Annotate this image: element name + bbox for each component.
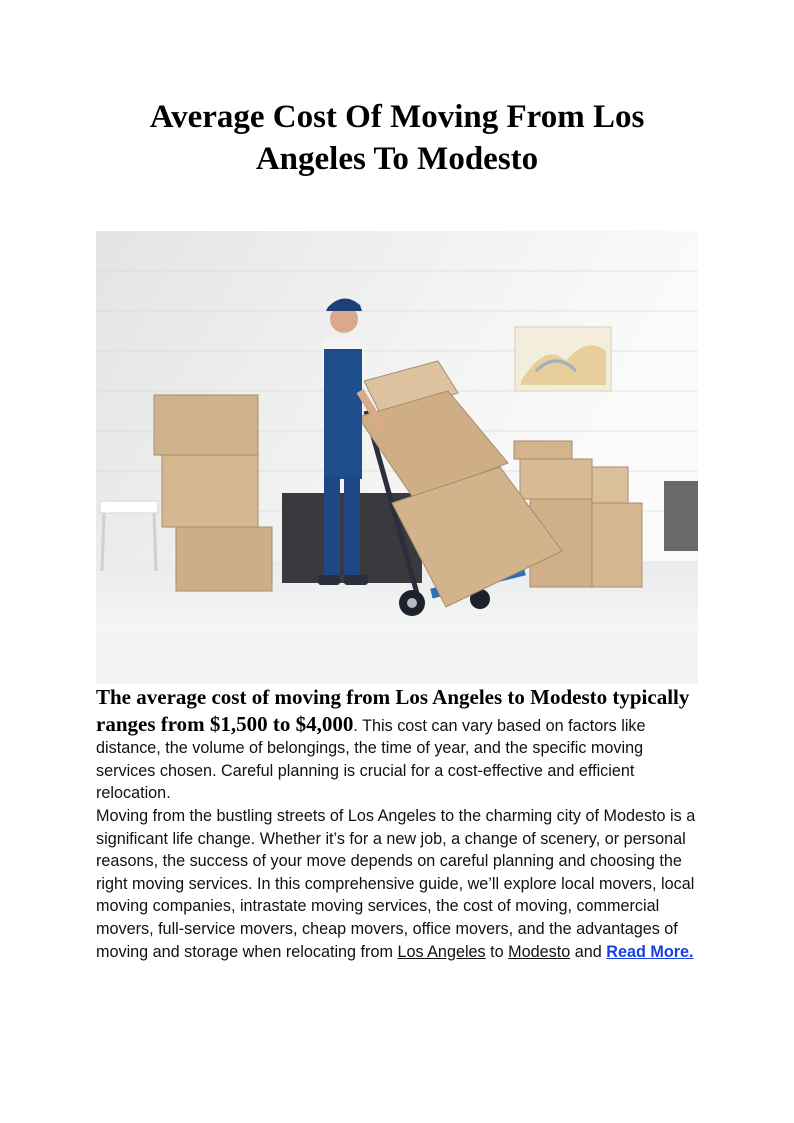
body-paragraph <box>96 805 702 963</box>
read-more-link[interactable]: Read More. <box>606 942 694 961</box>
body-and: and <box>570 942 607 961</box>
intro-paragraph <box>96 684 702 805</box>
los-angeles-link[interactable]: Los Angeles <box>397 942 486 961</box>
article-body <box>96 684 702 963</box>
page-title: Average Cost Of Moving From Los Angeles To Modesto <box>149 99 645 177</box>
modesto-link[interactable]: Modesto <box>508 942 571 961</box>
mover-photo <box>96 231 698 684</box>
body-text: Moving from the bustling streets of Los Angeles to the charming city of Modesto is a significant life change. Whether it’s for a new job, a change of scenery, or personal reasons, the success of your move depends on careful planning and choosing the right moving services. In this comprehensive guide, we’ll explore local movers, local moving companies, intrastate moving services, the cost of moving, commercial movers, full-service movers, cheap movers, office movers, and the advantages of moving and storage when relocating from <box>96 806 696 961</box>
intro-lead: The average cost of moving from Los Angeles to Modesto typically ranges from $1,500 to $4,000 <box>96 685 690 736</box>
body-between: to <box>485 942 509 961</box>
intro-rest: . This cost can vary based on factors like distance, the volume of belongings, the time of year, and the specific moving services chosen. Careful planning is crucial for a cost-effective and efficient relocation. <box>96 716 646 803</box>
